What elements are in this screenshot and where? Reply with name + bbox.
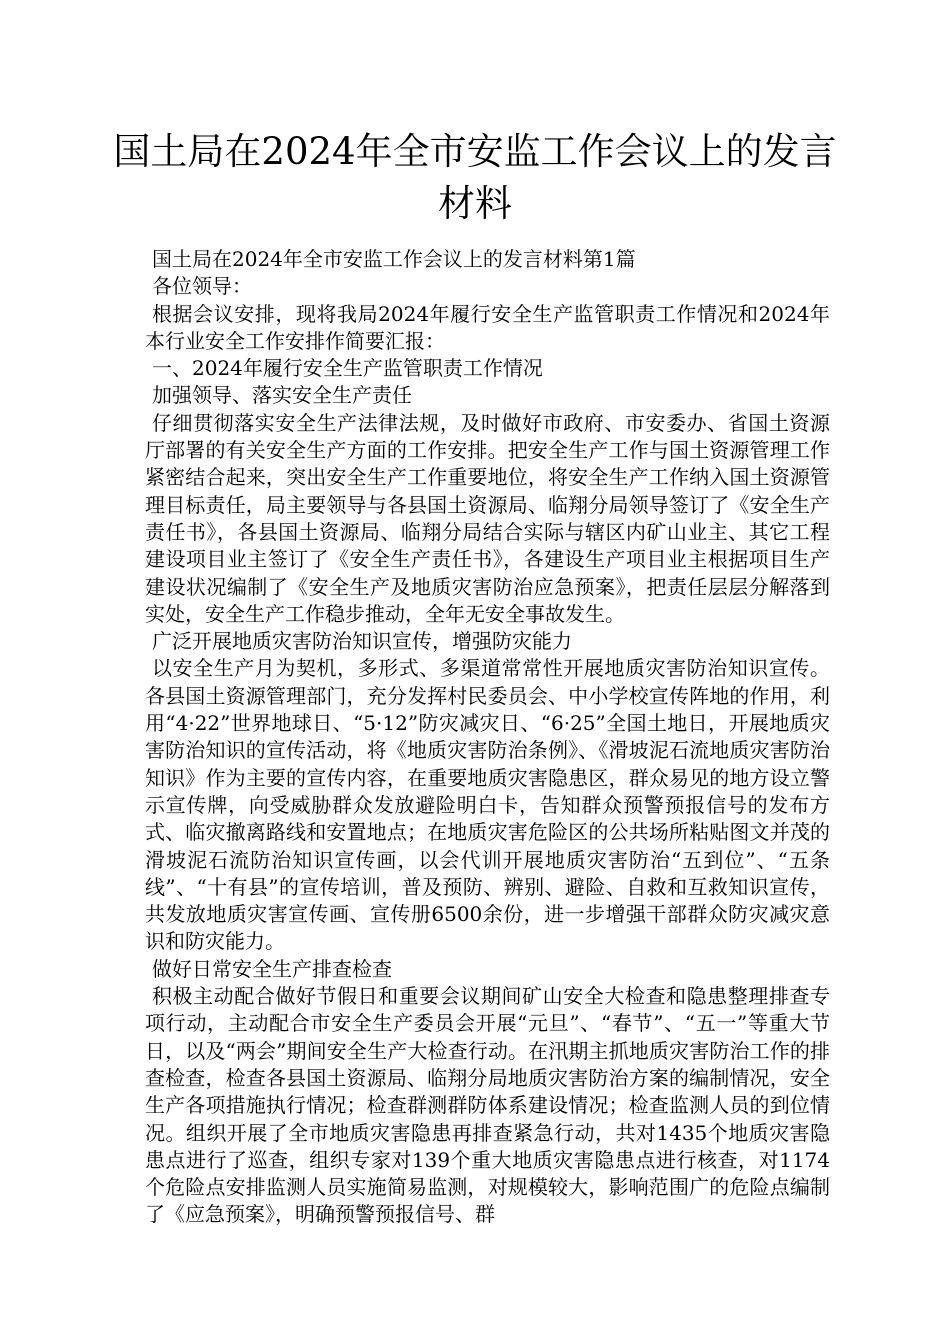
- salutation-paragraph: 各位领导：: [152, 274, 252, 299]
- subsection-heading: 做好日常安全生产排查检查: [152, 956, 392, 981]
- document-title: 国土局在2024年全市安监工作会议上的发言材料: [113, 130, 837, 225]
- document-body: [145, 246, 830, 1229]
- intro-paragraph: 根据会议安排，现将我局2024年履行安全生产监管职责工作情况和2024年本行业安全工作安排作简要汇报：: [145, 301, 830, 353]
- subtitle-paragraph: 国土局在2024年全市安监工作会议上的发言材料第1篇: [152, 247, 636, 271]
- subsection-heading: 广泛开展地质灾害防治知识宣传，增强防灾能力: [152, 629, 572, 654]
- body-paragraph: 以安全生产月为契机，多形式、多渠道常常性开展地质灾害防治知识宣传。各县国土资源管理部门，充分发挥村民委员会、中小学校宣传阵地的作用，利用“4·22”世界地球日、“5·12”防灾减灾日、“6·25”全国土地日，开展地质灾害防治知识的宣传活动，将《地质灾害防治条例》、《滑坡泥石流地质灾害防治知识》作为主要的宣传内容，在重要地质灾害隐患区，群众易见的地方设立警示宣传牌，向受威胁群众发放避险明白卡，告知群众预警预报信号的发布方式、临灾撤离路线和安置地点；在地质灾害危险区的公共场所粘贴图文并茂的滑坡泥石流防治知识宣传画，以会代训开展地质灾害防治“五到位”、“五条线”、“十有县”的宣传培训，普及预防、辨别、避险、自救和互救知识宣传，共发放地质灾害宣传画、宣传册6500余份，进一步增强干部群众防灾减灾意识和防灾能力。: [145, 656, 830, 954]
- subsection-heading: 加强领导、落实安全生产责任: [152, 383, 412, 408]
- body-paragraph: 仔细贯彻落实安全生产法律法规，及时做好市政府、市安委办、省国土资源厅部署的有关安全生产方面的工作安排。把安全生产工作与国土资源管理工作紧密结合起来，突出安全生产工作重要地位，将安全生产工作纳入国土资源管理目标责任，局主要领导与各县国土资源局、临翔分局领导签订了《安全生产责任书》，各县国土资源局、临翔分局结合实际与辖区内矿山业主、其它工程建设项目业主签订了《安全生产责任书》，各建设生产项目业主根据项目生产建设状况编制了《安全生产及地质灾害防治应急预案》，把责任层层分解落到实处，安全生产工作稳步推动，全年无安全事故发生。: [145, 410, 830, 626]
- body-paragraph: 积极主动配合做好节假日和重要会议期间矿山安全大检查和隐患整理排查专项行动，主动配合市安全生产委员会开展“元旦”、“春节”、“五一”等重大节日，以及“两会”期间安全生产大检查行动。在汛期主抓地质灾害防治工作的排查检查，检查各县国土资源局、临翔分局地质灾害防治方案的编制情况，安全生产各项措施执行情况；检查群测群防体系建设情况；检查监测人员的到位情况。组织开展了全市地质灾害隐患再排查紧急行动，共对1435个地质灾害隐患点进行了巡查，组织专家对139个重大地质灾害隐患点进行核查，对1174个危险点安排监测人员实施简易监测，对规模较大，影响范围广的危险点编制了《应急预案》，明确预警预报信号、群: [145, 984, 830, 1227]
- section-heading: 一、2024年履行安全生产监管职责工作情况: [152, 356, 543, 381]
